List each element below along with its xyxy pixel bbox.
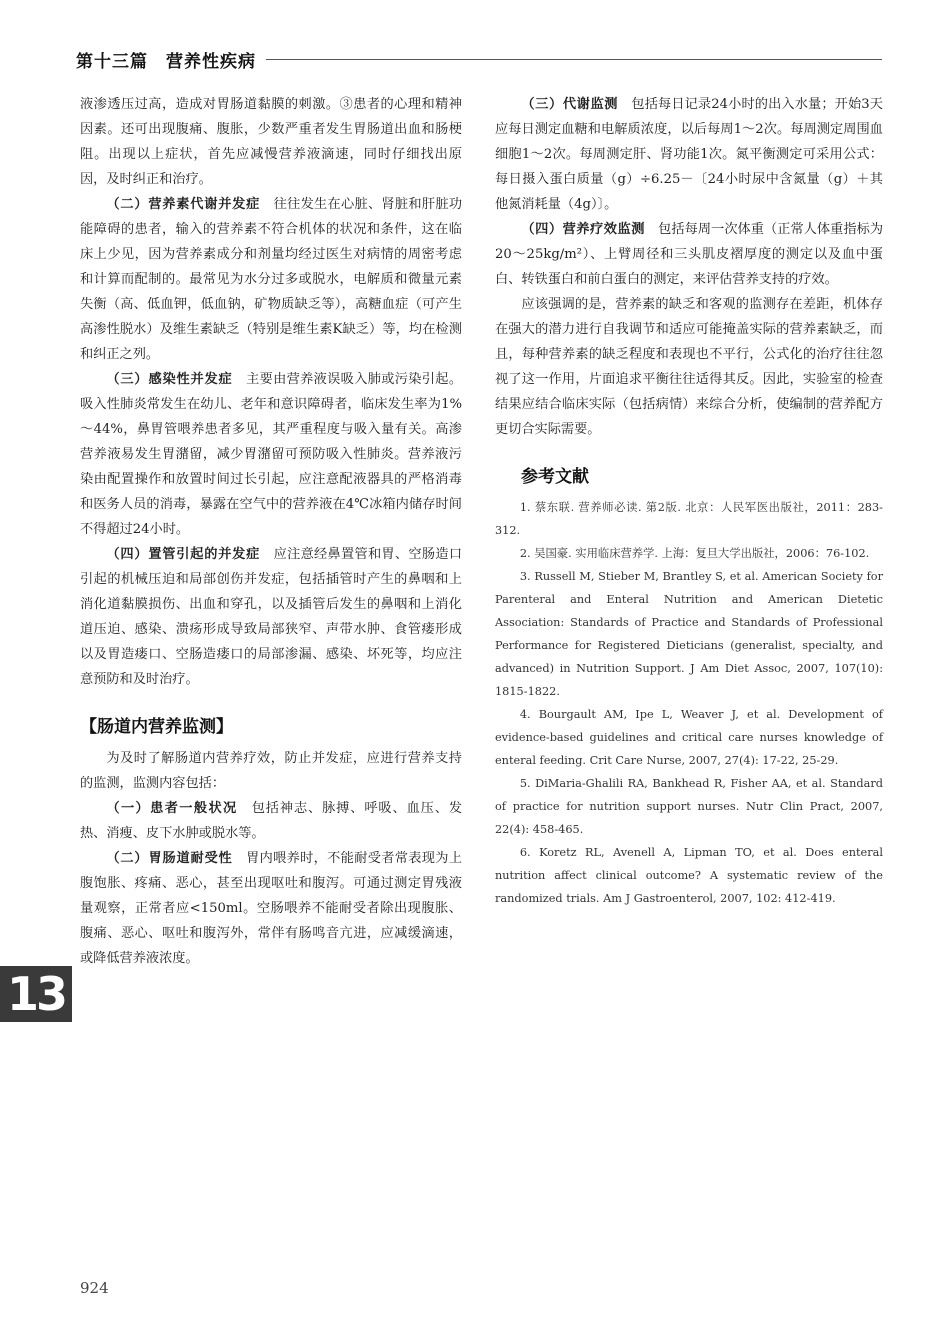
paragraph: 为及时了解肠道内营养疗效，防止并发症，应进行营养支持的监测，监测内容包括： <box>80 751 462 791</box>
paragraph <box>495 217 883 292</box>
subsection-title: （三）感染性并发症 <box>106 372 233 387</box>
reference-item: 3. Russell M, Stieber M, Brantley S, et al. American Society for Parenteral and Enteral Nutrition and American Dietetic Association: Standards of Practice and Standards of Professional Performance for Registered Dieticians (generalist, specialty, and advanced) in Nutrition Support. J Am Diet Assoc, 2007, 107(10): 1815-1822. <box>495 570 883 698</box>
paragraph-text: 包括神志、脉搏、呼吸、血压、发热、消瘦、皮下水肿或脱水等。 <box>80 801 463 841</box>
subsection-title: （二）胃肠道耐受性 <box>106 851 233 866</box>
reference-list <box>495 496 883 910</box>
paragraph: 液渗透压过高，造成对胃肠道黏膜的刺激。③患者的心理和精神因素。还可出现腹痛、腹胀，少数严重者发生胃肠道出血和肠梗阻。出现以上症状，首先应减慢营养液滴速，同时仔细找出原因，及时纠正和治疗。 <box>80 97 462 187</box>
paragraph-text: 包括每日记录24小时的出入水量；开始3天应每日测定血糖和电解质浓度，以后每周1～2次。每周测定周围血细胞1～2次。每周测定肝、肾功能1次。氮平衡测定可采用公式：每日摄入蛋白质量（g）÷6.25－〔24小时尿中含氮量（g）＋其他氮消耗量（4g）〕。 <box>495 97 883 212</box>
page-number: 924 <box>80 1279 109 1297</box>
paragraph-text: 应注意经鼻置管和胃、空肠造口引起的机械压迫和局部创伤并发症，包括插管时产生的鼻咽和上消化道黏膜损伤、出血和穿孔，以及插管后发生的鼻咽和上消化道压迫、感染、溃疡形成导致局部狭窄、声带水肿、食管瘘形成以及胃造瘘口、空肠造瘘口的局部渗漏、感染、坏死等，均应注意预防和及时治疗。 <box>80 547 463 687</box>
header-rule <box>266 59 882 60</box>
paragraph <box>80 846 462 971</box>
reference-item: 4. Bourgault AM, Ipe L, Weaver J, et al. Development of evidence-based guidelines and critical care nurses knowledge of enteral feeding. Crit Care Nurse, 2007, 27(4): 17-22, 25-29. <box>495 708 883 767</box>
left-column <box>80 92 462 971</box>
paragraph-text: 主要由营养液误吸入肺或污染引起。吸入性肺炎常发生在幼儿、老年和意识障碍者，临床发生率为1%～44%，鼻胃管喂养患者多见，其严重程度与吸入量有关。高渗营养液易发生胃潴留，减少胃潴留可预防吸入性肺炎。营养液污染由配置操作和放置时间过长引起，应注意配液器具的严格消毒和医务人员的消毒，暴露在空气中的营养液在4℃冰箱内储存时间不得超过24小时。 <box>80 372 463 537</box>
paragraph <box>80 192 462 367</box>
chapter-tab: 13 <box>0 966 72 1022</box>
header-title: 第十三篇 营养性疾病 <box>76 51 256 72</box>
subsection-title: （四）置管引起的并发症 <box>106 547 261 562</box>
paragraph: 应该强调的是，营养素的缺乏和客观的监测存在差距，机体存在强大的潜力进行自我调节和适应可能掩盖实际的营养素缺乏，而且，每种营养素的缺乏程度和表现也不平行，公式化的治疗往往忽视了这一作用，片面追求平衡往往适得其反。因此，实验室的检查结果应结合临床实际（包括病情）来综合分析，使编制的营养配方更切合实际需要。 <box>495 297 883 437</box>
reference-item: 5. DiMaria-Ghalili RA, Bankhead R, Fisher AA, et al. Standard of practice for nutrition support nurses. Nutr Clin Pract, 2007, 22(4): 458-465. <box>495 777 883 836</box>
reference-item: 2. 吴国豪. 实用临床营养学. 上海：复旦大学出版社，2006：76-102. <box>519 547 870 560</box>
references-heading: 参考文献 <box>521 467 589 487</box>
paragraph-text: 往往发生在心脏、肾脏和肝脏功能障碍的患者，输入的营养素不符合机体的状况和条件，这在临床上少见，因为营养素成分和剂量均经过医生对病情的周密考虑和计算而配制的。最常见为水分过多或脱水，电解质和微量元素失衡（高、低血钾，低血钠，矿物质缺乏等），高糖血症（可产生高渗性脱水）及维生素缺乏（特别是维生素K缺乏）等，均在检测和纠正之列。 <box>80 197 463 362</box>
paragraph-text: 胃内喂养时，不能耐受者常表现为上腹饱胀、疼痛、恶心，甚至出现呕吐和腹泻。可通过测定胃残液量观察，正常者应<150ml。空肠喂养不能耐受者除出现腹胀、腹痛、恶心、呕吐和腹泻外，常伴有肠鸣音亢进，应减缓滴速，或降低营养液浓度。 <box>80 851 463 966</box>
subsection-title: （四）营养疗效监测 <box>521 222 645 237</box>
paragraph <box>495 92 883 217</box>
subsection-title: （二）营养素代谢并发症 <box>106 197 261 212</box>
running-header <box>76 44 882 74</box>
paragraph <box>80 796 462 846</box>
reference-item: 6. Koretz RL, Avenell A, Lipman TO, et al. Does enteral nutrition affect clinical outcome? A systematic review of the randomized trials. Am J Gastroenterol, 2007, 102: 412-419. <box>495 846 883 905</box>
paragraph <box>80 367 462 542</box>
subsection-title: （三）代谢监测 <box>521 97 619 112</box>
section-heading: 【肠道内营养监测】 <box>80 717 233 737</box>
subsection-title: （一）患者一般状况 <box>106 801 238 816</box>
paragraph-text: 包括每周一次体重（正常人体重指标为20～25kg/m²）、上臂周径和三头肌皮褶厚度的测定以及血中蛋白、转铁蛋白和前白蛋白的测定，来评估营养支持的疗效。 <box>495 222 884 287</box>
reference-item: 1. 蔡东联. 营养师必读. 第2版. 北京：人民军医出版社，2011：283-312. <box>495 501 883 537</box>
paragraph <box>80 542 462 692</box>
right-column <box>495 92 883 910</box>
